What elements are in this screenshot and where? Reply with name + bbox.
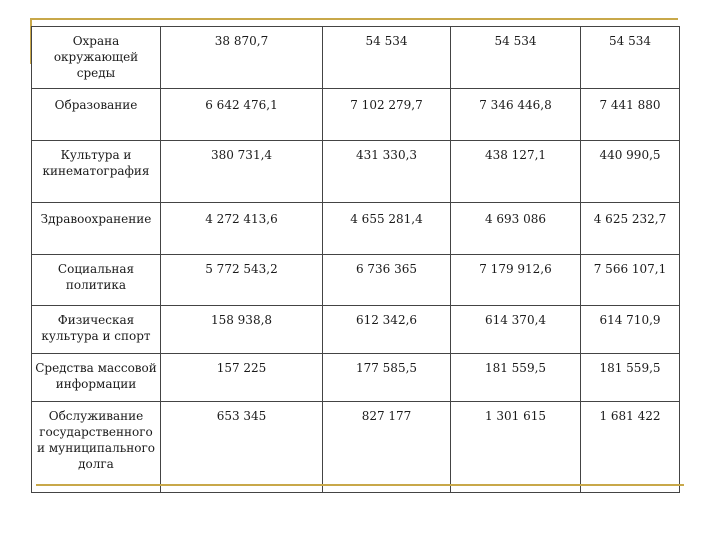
value-cell: 6 736 365	[323, 255, 451, 306]
row-label: Средства массовой информации	[32, 354, 161, 402]
value-cell: 827 177	[323, 402, 451, 493]
value-cell: 1 681 422	[581, 402, 680, 493]
row-label: Обслуживание государственного и муниципального долга	[32, 402, 161, 493]
value-cell: 181 559,5	[581, 354, 680, 402]
row-label: Физическая культура и спорт	[32, 306, 161, 354]
value-cell: 181 559,5	[451, 354, 581, 402]
value-cell: 4 693 086	[451, 203, 581, 255]
value-cell: 177 585,5	[323, 354, 451, 402]
value-cell: 157 225	[161, 354, 323, 402]
value-cell: 614 710,9	[581, 306, 680, 354]
value-cell: 54 534	[581, 27, 680, 89]
value-cell: 38 870,7	[161, 27, 323, 89]
value-cell: 7 566 107,1	[581, 255, 680, 306]
value-cell: 4 272 413,6	[161, 203, 323, 255]
table-row	[32, 141, 680, 203]
value-cell: 54 534	[451, 27, 581, 89]
row-label: Образование	[32, 89, 161, 141]
value-cell: 440 990,5	[581, 141, 680, 203]
value-cell: 54 534	[323, 27, 451, 89]
value-cell: 653 345	[161, 402, 323, 493]
value-cell: 1 301 615	[451, 402, 581, 493]
value-cell: 4 625 232,7	[581, 203, 680, 255]
value-cell: 612 342,6	[323, 306, 451, 354]
value-cell: 4 655 281,4	[323, 203, 451, 255]
table-row	[32, 306, 680, 354]
value-cell: 7 102 279,7	[323, 89, 451, 141]
value-cell: 438 127,1	[451, 141, 581, 203]
row-label: Охрана окружающей среды	[32, 27, 161, 89]
row-label: Культура и кинематография	[32, 141, 161, 203]
table-row	[32, 255, 680, 306]
top-decorative-rule	[30, 18, 678, 20]
value-cell: 380 731,4	[161, 141, 323, 203]
value-cell: 7 179 912,6	[451, 255, 581, 306]
table-row	[32, 354, 680, 402]
row-label: Здравоохранение	[32, 203, 161, 255]
table-row	[32, 402, 680, 493]
bottom-decorative-rule	[36, 484, 684, 486]
table-row	[32, 27, 680, 89]
value-cell: 158 938,8	[161, 306, 323, 354]
value-cell: 431 330,3	[323, 141, 451, 203]
value-cell: 6 642 476,1	[161, 89, 323, 141]
value-cell: 7 441 880	[581, 89, 680, 141]
value-cell: 7 346 446,8	[451, 89, 581, 141]
value-cell: 614 370,4	[451, 306, 581, 354]
value-cell: 5 772 543,2	[161, 255, 323, 306]
budget-table	[31, 26, 680, 493]
table-row	[32, 89, 680, 141]
row-label: Социальная политика	[32, 255, 161, 306]
table-row	[32, 203, 680, 255]
